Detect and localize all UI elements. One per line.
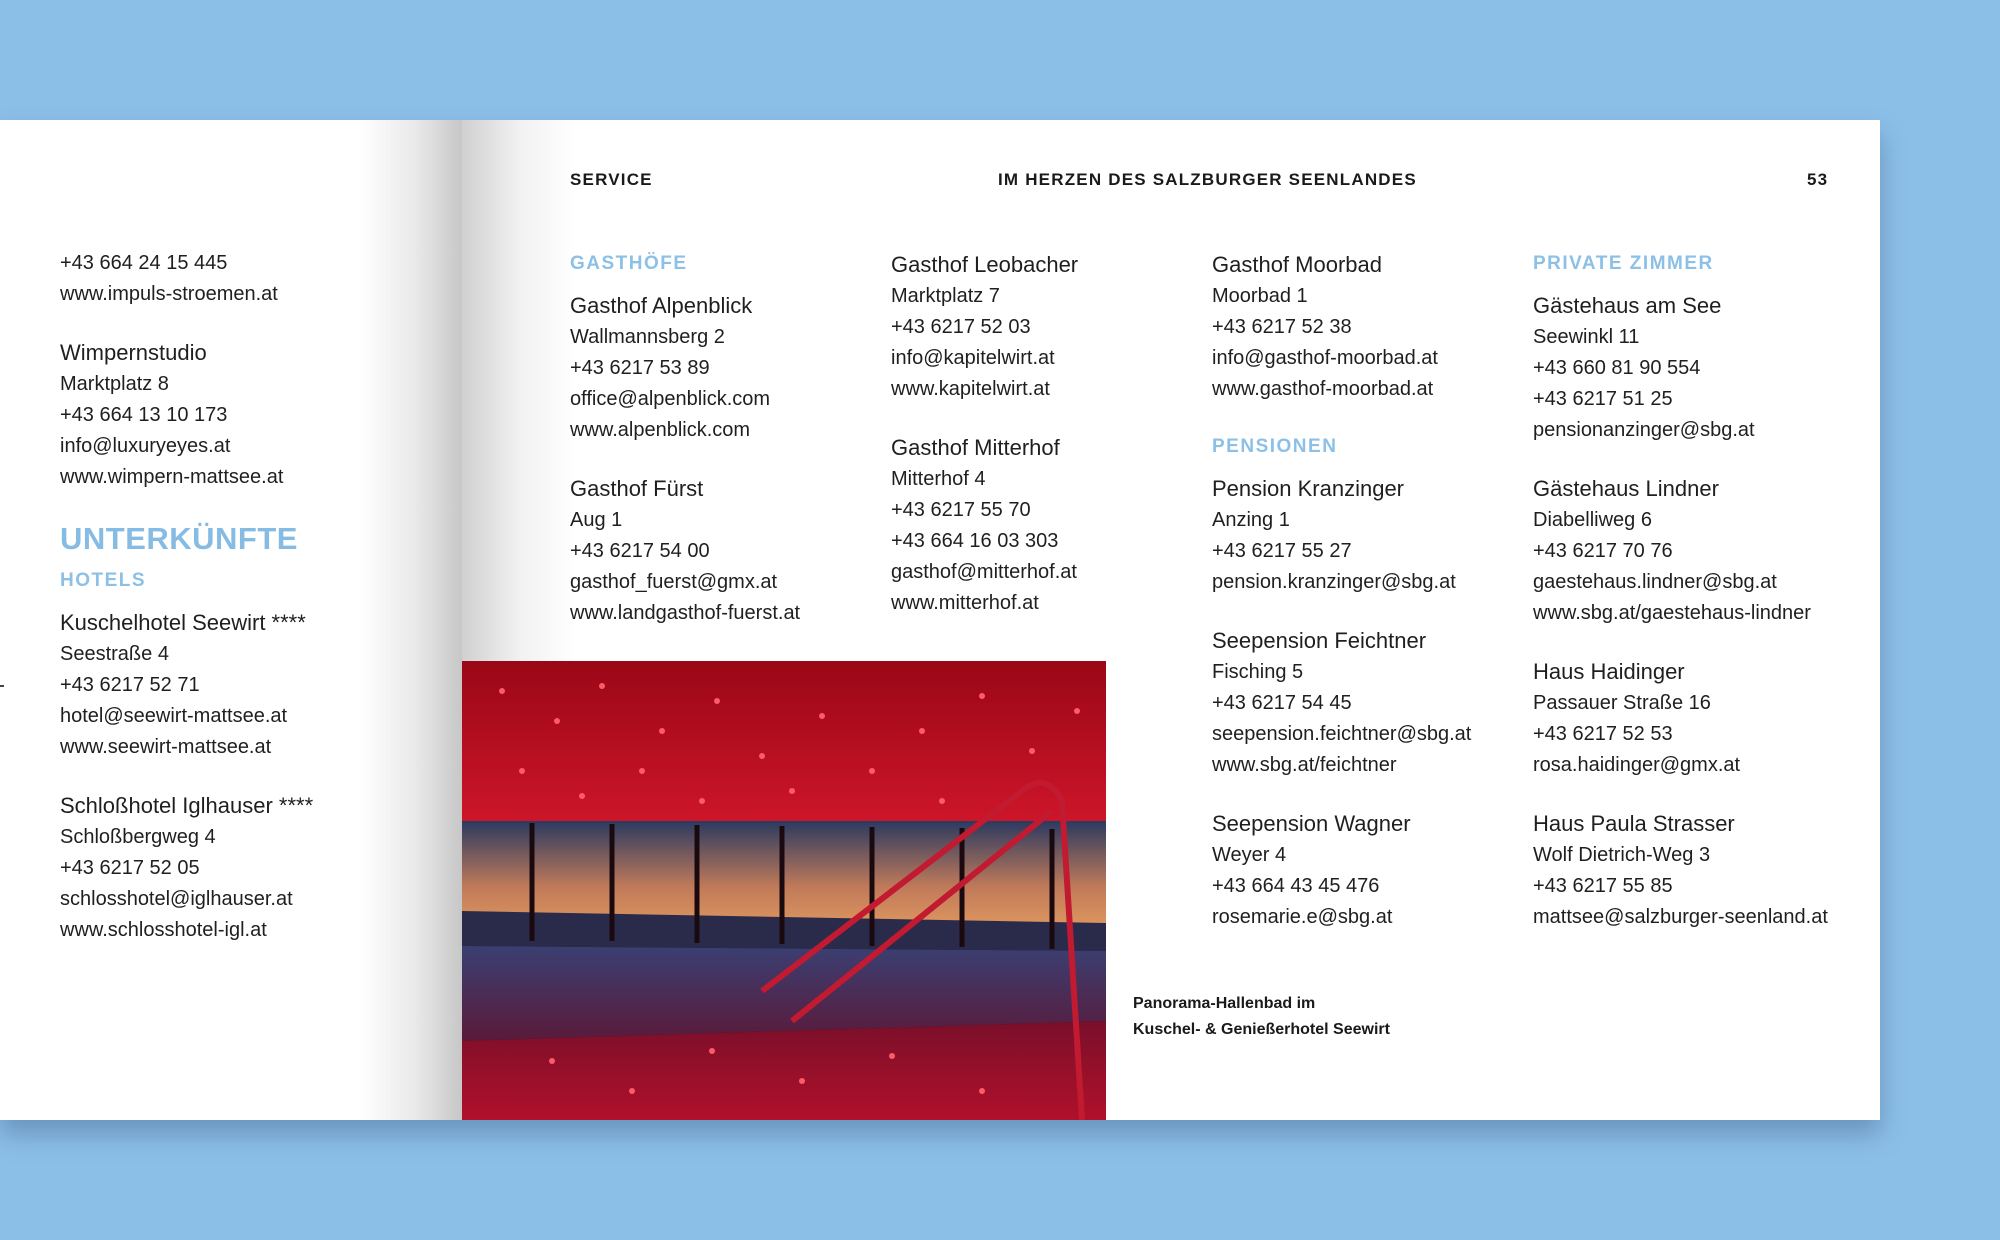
listing-entry [891,431,1191,619]
entry-name: Gasthof Leobacher [891,252,1079,277]
entry-line: schlosshotel@iglhauser.at [60,888,293,910]
entry-line: Seewinkl 11 [1533,326,1640,348]
listing-entry [1212,624,1512,781]
entry-line: +43 660 81 90 554 [1533,357,1701,379]
caption-line: Panorama-Hallenbad im [1133,995,1316,1012]
listing-entry [60,606,440,763]
entry-name: Seepension Wagner [1212,811,1411,836]
entry-line: Moorbad 1 [1212,285,1308,307]
entry-line: +43 6217 52 53 [1533,723,1673,745]
entry-line: +43 664 13 10 173 [60,404,228,426]
entry-line: Anzing 1 [1212,509,1290,531]
brochure-spread [0,120,1880,1120]
caption-line: Kuschel- & Genießerhotel Seewirt [1133,1021,1390,1038]
section-title: UNTERKÜNFTE [60,521,298,556]
entry-line: www.gasthof-moorbad.at [1212,378,1434,400]
entry-line: www.sbg.at/gaestehaus-lindner [1533,602,1811,624]
entry-line: +43 6217 52 71 [60,674,200,696]
column-private-zimmer [1533,248,1853,959]
entry-name: Wimpernstudio [60,340,207,365]
entry-line: +43 6217 55 70 [891,499,1031,521]
entry-line: +43 6217 53 89 [570,357,710,379]
entry-line: Diabelliweg 6 [1533,509,1652,531]
entry-name: Haus Haidinger [1533,659,1685,684]
page-number: 53 [1807,170,1829,189]
header-section: SERVICE [570,170,653,189]
entry-line: +43 664 24 15 445 [60,252,228,274]
entry-line: Marktplatz 7 [891,285,1000,307]
entry-line: +43 6217 52 03 [891,316,1031,338]
entry-line: www.schlosshotel-igl.at [60,919,267,941]
entry-line: mattsee@salzburger-seenland.at [1533,906,1828,928]
column-gasthoefe [570,248,870,655]
entry-line: +43 6217 52 05 [60,857,200,879]
entry-line: pension.kranzinger@sbg.at [1212,571,1456,593]
entry-line: info@gasthof-moorbad.at [1212,347,1438,369]
listing-entry [891,248,1191,405]
entry-line: Fisching 5 [1212,661,1304,683]
entry-line: +43 6217 54 45 [1212,692,1352,714]
entry-line: Mitterhof 4 [891,468,986,490]
entry-line: www.impuls-stroemen.at [60,283,278,305]
column-pensionen [1212,248,1512,959]
listing-entry [1212,472,1512,598]
header-title: IM HERZEN DES SALZBURGER SEENLANDES [998,170,1417,189]
entry-line: +43 664 43 45 476 [1212,875,1380,897]
crop-mark [0,685,4,687]
listing-entry [1212,248,1512,405]
listing-entry [60,336,440,493]
entry-name: Pension Kranzinger [1212,476,1405,501]
entry-line: office@alpenblick.com [570,388,771,410]
listing-entry [570,472,870,629]
listing-entry [60,248,440,310]
listing-entry [1533,807,1853,933]
entry-line: +43 6217 51 25 [1533,388,1673,410]
entry-name: Gasthof Fürst [570,476,704,501]
entry-line: Wolf Dietrich-Weg 3 [1533,844,1711,866]
category-heading: PRIVATE ZIMMER [1533,253,1714,274]
column-gasthoefe-2 [891,248,1191,645]
photo-caption [1133,991,1390,1043]
entry-line: Passauer Straße 16 [1533,692,1711,714]
entry-name: Gästehaus Lindner [1533,476,1719,501]
entry-name: Schloßhotel Iglhauser **** [60,793,314,818]
entry-name: Haus Paula Strasser [1533,811,1735,836]
entry-line: pensionanzinger@sbg.at [1533,419,1755,441]
entry-line: Weyer 4 [1212,844,1287,866]
pool-photo [462,661,1106,1120]
category-heading: PENSIONEN [1212,436,1338,457]
listing-entry [1533,289,1853,446]
entry-line: www.landgasthof-fuerst.at [570,602,801,624]
listing-entry [1533,655,1853,781]
entry-line: www.seewirt-mattsee.at [60,736,272,758]
entry-line: +43 6217 70 76 [1533,540,1673,562]
entry-line: +43 6217 55 27 [1212,540,1352,562]
right-page [462,120,1880,1120]
entry-name: Gästehaus am See [1533,293,1722,318]
entry-line: Wallmannsberg 2 [570,326,725,348]
entry-line: www.mitterhof.at [891,592,1039,614]
listing-entry [60,789,440,946]
entry-line: Schloßbergweg 4 [60,826,216,848]
entry-name: Gasthof Alpenblick [570,293,753,318]
left-column [60,248,440,972]
entry-line: gaestehaus.lindner@sbg.at [1533,571,1777,593]
listing-entry [570,289,870,446]
category-heading: GASTHÖFE [570,253,688,274]
entry-line: info@luxuryeyes.at [60,435,231,457]
entry-line: seepension.feichtner@sbg.at [1212,723,1472,745]
entry-line: +43 664 16 03 303 [891,530,1059,552]
listing-entry [1212,807,1512,933]
entry-line: www.sbg.at/feichtner [1212,754,1397,776]
listing-entry [1533,472,1853,629]
entry-line: www.alpenblick.com [570,419,751,441]
entry-name: Gasthof Mitterhof [891,435,1060,460]
entry-name: Gasthof Moorbad [1212,252,1382,277]
entry-line: +43 6217 55 85 [1533,875,1673,897]
entry-line: Marktplatz 8 [60,373,169,395]
entry-line: Aug 1 [570,509,623,531]
entry-line: www.kapitelwirt.at [891,378,1050,400]
entry-name: Kuschelhotel Seewirt **** [60,610,306,635]
entry-line: +43 6217 52 38 [1212,316,1352,338]
entry-line: www.wimpern-mattsee.at [60,466,284,488]
category-heading: HOTELS [60,570,147,591]
left-page [0,120,462,1120]
entry-line: Seestraße 4 [60,643,169,665]
entry-name: Seepension Feichtner [1212,628,1427,653]
entry-line: gasthof_fuerst@gmx.at [570,571,778,593]
entry-line: rosemarie.e@sbg.at [1212,906,1393,928]
entry-line: +43 6217 54 00 [570,540,710,562]
entry-line: rosa.haidinger@gmx.at [1533,754,1741,776]
entry-line: info@kapitelwirt.at [891,347,1055,369]
entry-line: hotel@seewirt-mattsee.at [60,705,288,727]
entry-line: gasthof@mitterhof.at [891,561,1077,583]
